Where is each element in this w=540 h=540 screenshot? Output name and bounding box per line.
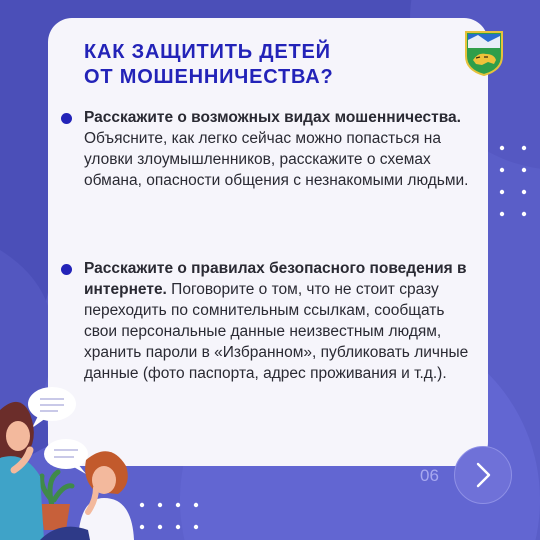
- title-line-2: ОТ МОШЕННИЧЕСТВА?: [84, 66, 334, 88]
- item-text: Объясните, как легко сейчас можно попасться на уловки злоумышленников, расскажите о схемах обмана, опасности общения с незнакомыми людьми.: [84, 130, 469, 189]
- bullet-icon: [61, 264, 72, 275]
- dot-pattern-bottom: [130, 495, 210, 540]
- next-page-button[interactable]: [454, 446, 512, 504]
- item-lead: Расскажите о возможных видах мошенничества.: [84, 109, 461, 126]
- page-number: 06: [420, 466, 439, 485]
- item-lead: Расскажите о правилах безопасного поведения в интернете.: [84, 260, 467, 298]
- page-title: [84, 40, 414, 90]
- bullet-icon: [61, 113, 72, 124]
- list-item: [84, 258, 476, 384]
- parent-child-illustration: [0, 380, 140, 540]
- coat-of-arms-icon: [464, 30, 504, 76]
- dot-pattern-right: [490, 140, 540, 230]
- chevron-right-icon: [454, 446, 512, 504]
- title-line-1: КАК ЗАЩИТИТЬ ДЕТЕЙ: [84, 41, 331, 63]
- item-text: Поговорите о том, что не стоит сразу переходить по сомнительным ссылкам, сообщать свои персональные данные неизвестным людям, хранить пароли в «Избранном», публиковать личные данные (фото паспорта, адрес проживания и т.д.).: [84, 281, 469, 382]
- list-item: [84, 107, 476, 191]
